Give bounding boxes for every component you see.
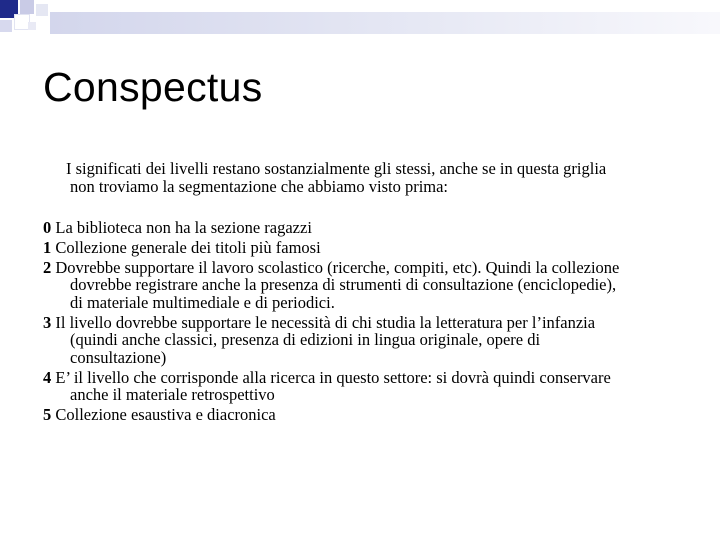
list-item	[43, 406, 693, 423]
level-text: Il livello dovrebbe supportare le necessità di chi studia la letteratura per l’infanzia	[55, 312, 596, 332]
level-text: Collezione esaustiva e diacronica	[55, 405, 276, 425]
level-text: consultazione)	[70, 347, 167, 367]
decor-square	[28, 22, 36, 30]
level-text: La biblioteca non ha la sezione ragazzi	[55, 218, 312, 237]
header-gradient-bar	[50, 12, 720, 34]
level-text: dovrebbe registrare anche la presenza di strumenti di consultazione (enciclopedie),	[70, 275, 617, 295]
intro-line: I significati dei livelli restano sostanzialmente gli stessi, anche se in questa griglia	[66, 159, 607, 178]
decor-square	[20, 0, 34, 14]
list-item	[43, 259, 693, 311]
slide-title: Conspectus	[43, 64, 263, 110]
level-number: 3	[43, 312, 52, 332]
list-item	[43, 219, 693, 236]
decor-square	[36, 4, 48, 16]
level-text: E’ il livello che corrisponde alla ricerca in questo settore: si dovrà quindi conservare	[55, 367, 611, 387]
level-number: 1	[43, 238, 52, 257]
decor-square	[0, 20, 12, 32]
level-text: (quindi anche classici, presenza di edizioni in lingua originale, opere di	[70, 330, 541, 350]
list-item	[43, 369, 693, 404]
level-text: Dovrebbe supportare il lavoro scolastico (ricerche, compiti, etc). Quindi la collezione	[55, 258, 620, 277]
level-number: 0	[43, 218, 52, 237]
level-number: 2	[43, 258, 52, 277]
level-text: di materiale multimediale e di periodici.	[70, 292, 335, 312]
list-item	[43, 314, 693, 366]
level-number: 5	[43, 405, 52, 425]
level-text: Collezione generale dei titoli più famosi	[55, 238, 321, 257]
level-number: 4	[43, 367, 52, 387]
intro-line: non troviamo la segmentazione che abbiamo visto prima:	[70, 177, 449, 196]
intro-paragraph	[66, 160, 686, 196]
list-item	[43, 239, 693, 256]
level-list	[43, 219, 693, 426]
level-text: anche il materiale retrospettivo	[70, 385, 275, 405]
